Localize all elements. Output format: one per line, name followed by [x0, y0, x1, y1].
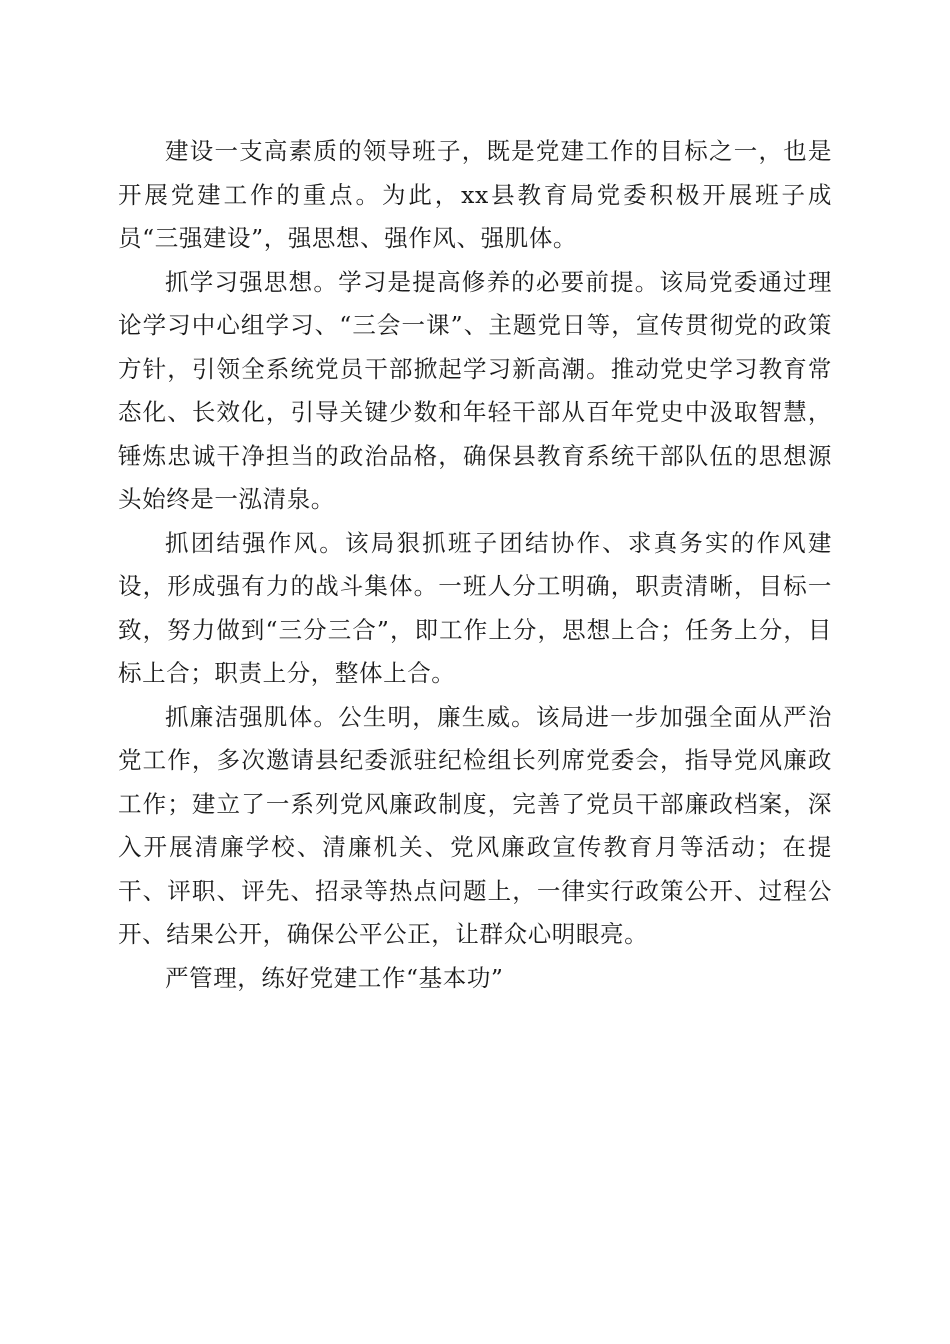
paragraph-study: 抓学习强思想。学习是提高修养的必要前提。该局党委通过理论学习中心组学习、“三会一课”、主题党日等，宣传贯彻党的政策方针，引领全系统党员干部掀起学习新高潮。推动党史学习教育常态化、长效化，引导关键少数和年轻干部从百年党史中汲取智慧，锤炼忠诚干净担当的政治品格，确保县教育系统干部队伍的思想源头始终是一泓清泉。: [118, 267, 832, 513]
paragraph-integrity: 抓廉洁强肌体。公生明，廉生威。该局进一步加强全面从严治党工作，多次邀请县纪委派驻纪检组长列席党委会，指导党风廉政工作；建立了一系列党风廉政制度，完善了党员干部廉政档案，深入开展清廉学校、清廉机关、党风廉政宣传教育月等活动；在提干、评职、评先、招录等热点问题上，一律实行政策公开、过程公开、结果公开，确保公平公正，让群众心明眼亮。: [118, 702, 832, 948]
paragraph-unity: 抓团结强作风。该局狠抓班子团结协作、求真务实的作风建设，形成强有力的战斗集体。一班人分工明确，职责清晰，目标一致，努力做到“三分三合”，即工作上分，思想上合；任务上分，目标上合；职责上分，整体上合。: [118, 528, 832, 687]
document-body: [118, 130, 832, 1000]
paragraph-management-heading: 严管理，练好党建工作“基本功”: [165, 963, 504, 992]
paragraph-intro: 建设一支高素质的领导班子，既是党建工作的目标之一，也是开展党建工作的重点。为此，xx县教育局党委积极开展班子成员“三强建设”，强思想、强作风、强肌体。: [118, 137, 832, 252]
